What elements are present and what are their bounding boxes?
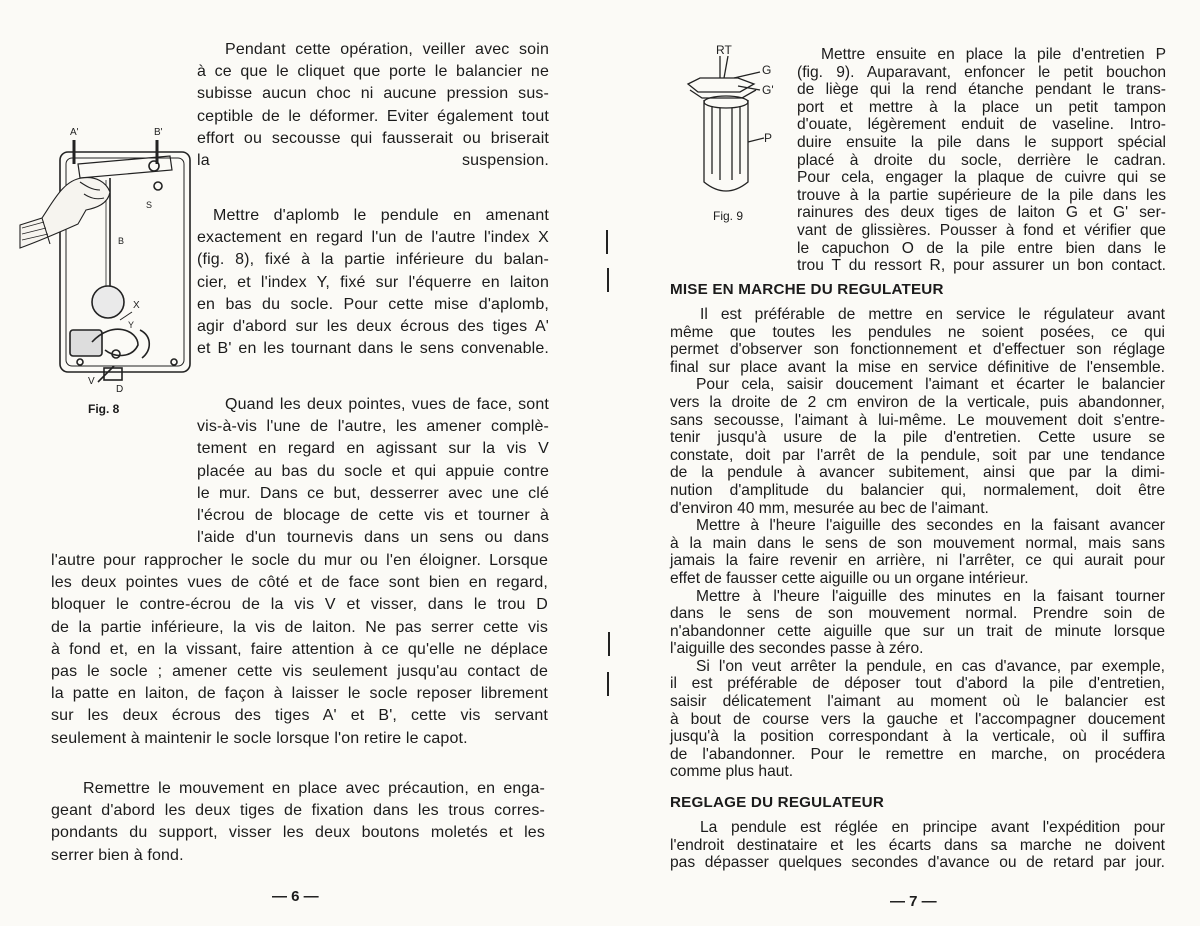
text-line: l'aiguille des secondes passe à zéro. [670,640,924,658]
text-line: saisir délicatement l'aimant au moment où le balancier est [670,693,1165,711]
text-line: Si l'on veut arrêter la pendule, en cas d'avance, par exemple, [696,657,1165,675]
heading-mise-en-marche: MISE EN MARCHE DU REGULATEUR [670,281,944,298]
figure-9-drawing [680,42,790,217]
text-line: effort ou secousse qui fausserait ou briserait [197,129,549,147]
fig8-label-x: X [133,300,140,311]
page-number-left: — 6 — [272,888,319,905]
text-line: duire ensuite la pile dans le support spécial [797,133,1166,151]
text-line: même que toutes les pendules ne soient posées, ce qui [670,323,1165,341]
text-line: rainures des deux tiges de laiton G et G' ser- [797,204,1166,222]
text-line: l'autre pour rapprocher le socle du mur ou l'en éloigner. Lorsque [51,552,548,569]
text-line: Mettre à l'heure l'aiguille des secondes en la faisant avancer [696,517,1165,535]
text-line: sur les deux écrous des tiges A' et B', cette vis servant [51,707,548,725]
text-line: pas dépasser quelques secondes d'avance ou de retard par jour. [670,854,1165,872]
text-line: port et mettre à la place un petit tampon [797,98,1166,116]
fig9-label-g-prime: G' [762,83,774,97]
text-line: n'abandonner cette aiguille que sur un trait de minute lorsque [670,622,1165,640]
text-line: tement en regard en agissant sur la vis V [197,440,549,458]
left-para-2 [197,205,549,360]
text-line: le capuchon O de la pile entre bien dans le [797,239,1166,257]
text-line: la patte en laiton, de façon à laisser le socle reposer librement [51,685,548,703]
text-line: jamais la faire revenir en arrière, ni l'arrêter, ce qui aurait pour [670,552,1165,570]
text-line: bloquer le contre-écrou de la vis V et visser, dans le trou D [51,596,548,614]
right-section-1 [670,306,1165,781]
text-line: en bas du socle. Pour cette mise d'aplomb, [197,295,549,313]
left-para-3-bottom [51,550,548,750]
fig8-label-a: A' [70,127,79,138]
fig8-label-v: V [88,376,95,387]
text-line: Pendant cette opération, veiller avec soin [225,41,549,58]
text-line: permet d'observer son fonctionnement et d'effectuer son réglage [670,341,1165,359]
text-line: comme plus haut. [670,763,794,781]
text-line: pas le socle ; amener cette vis seulement jusqu'au contact de [51,663,548,681]
text-line: tenir jusqu'à usure de la pile d'entretien. Cette usure se [670,429,1165,447]
text-line: cier, et l'index Y, fixé sur l'équerre en laiton [197,273,549,291]
text-line: seulement à maintenir le socle lorsque l'on retire le capot. [51,729,468,747]
text-line: il est préférable de déposer tout d'abord la pile d'entretien, [670,675,1165,693]
heading-reglage: REGLAGE DU REGULATEUR [670,794,885,811]
text-line: serrer bien à fond. [51,846,184,864]
text-line: La pendule est réglée en principe avant l'expédition pour [700,819,1165,836]
text-line: geant d'abord les deux tiges de fixation dans les trous corres- [51,802,545,820]
text-line: le mur. Dans ce but, desserrer avec une clé [197,484,549,502]
fig8-label-y: Y [128,320,135,330]
fig9-label-p: P [764,131,773,145]
text-line: placé à droite du socle, derrière le cadran. [797,151,1166,169]
figure-8-caption: Fig. 8 [88,402,120,416]
text-line: les deux pointes vues de côté et de face sont bien en regard, [51,574,548,592]
text-line: trouve à la partie supérieure de la pile dans les [797,186,1166,204]
text-line: dans le sens de son mouvement normal. Prendre soin de [670,605,1165,623]
text-line: final sur place avant la mise en service définitive de l'ensemble. [670,358,1165,376]
text-line: exactement en regard l'un de l'autre l'index X [197,229,549,247]
text-line: pondants du support, visser les deux boutons moletés et les [51,824,545,842]
text-line: (fig. 8), fixé à la partie inférieure du balan- [197,251,549,269]
text-line: vers la droite de 2 cm environ de la verticale, puis abandonner, [670,393,1165,411]
right-page [600,0,1200,926]
text-line: jusqu'à la position correspondant à la verticale, où il suffira [670,728,1165,746]
fig9-label-g: G [762,63,772,77]
text-line: nution d'amplitude du balancier qui, normalement, doit être [670,481,1165,499]
text-line: Remettre le mouvement en place avec précaution, en enga- [83,780,545,797]
text-line: à fond et, en la vissant, faire attention à ce qu'elle ne déplace [51,640,548,658]
text-line: à ce que le cliquet que porte le balancier ne [197,63,549,81]
text-line: vis-à-vis l'une de l'autre, les amener complè- [197,418,549,436]
fig8-label-s: S [146,200,153,210]
text-line: sans secousse, l'aimant à lui-même. Le mouvement doit s'entre- [670,411,1165,429]
text-line: constate, doit par l'arrêt de la pendule, soit par une tendance [670,446,1165,464]
left-para-1 [197,39,549,172]
left-para-4 [51,778,545,867]
text-line: la suspension. [197,152,549,170]
text-line: Mettre à l'heure l'aiguille des minutes en la faisant tourner [696,587,1165,605]
fig8-label-b: B' [154,127,163,138]
text-line: à la main dans le sens de son mouvement normal, mais sans [670,534,1165,552]
left-para-3-top [197,394,549,549]
text-line: l'écrou de blocage de cette vis et tourner à [197,507,549,525]
text-line: subisse aucun choc ni aucune pression sus- [197,85,549,103]
fig8-label-pendulum-b: B [118,236,125,246]
text-line: agir d'abord sur les deux écrous des tiges A' [197,318,549,336]
fig8-label-d: D [116,384,124,395]
figure-8-drawing [20,120,200,410]
text-line: Quand les deux pointes, vues de face, sont [225,396,549,413]
text-line: Il est préférable de mettre en service le régulateur avant [700,306,1165,323]
text-line: de liège qui la rend étanche pendant le trans- [797,81,1166,99]
page-number-right: — 7 — [890,893,937,910]
text-line: d'environ 40 mm, mesurée au bec de l'aimant. [670,499,989,517]
figure-9-caption: Fig. 9 [713,209,744,223]
text-line: (fig. 9). Auparavant, enfoncer le petit bouchon [797,63,1166,81]
fig9-label-rt: RT [716,43,732,57]
text-line: vant de glissières. Pousser à fond et vérifier que [797,221,1166,239]
right-intro [797,46,1166,275]
text-line: effet de fausser cette aiguille ou un organe intérieur. [670,569,1029,587]
text-line: ceptible de le déformer. Eviter également tout [197,107,549,125]
text-line: de l'abandonner. Pour le remettre en marche, on procédera [670,745,1165,763]
text-line: Mettre d'aplomb le pendule en amenant [213,207,549,224]
text-line: l'aide d'un tournevis dans un sens ou dans [197,529,549,547]
text-line: à bout de course vers la gauche et l'accompagner doucement [670,710,1165,728]
text-line: d'ouate, légèrement enduit de vaseline. Intro- [797,116,1166,134]
text-line: trou T du ressort R, pour assurer un bon contact. [797,257,1166,275]
right-section-2 [670,819,1165,872]
text-line: Mettre ensuite en place la pile d'entretien P [821,46,1166,63]
text-line: et B' en les tournant dans le sens convenable. [197,340,549,358]
text-line: Pour cela, engager la plaque de cuivre qui se [797,169,1166,187]
text-line: placée au bas du socle et qui appuie contre [197,462,549,480]
text-line: l'endroit destinataire et les écarts dans sa marche ne doivent [670,836,1165,854]
text-line: de la partie inférieure, la vis de laiton. Ne pas serrer cette vis [51,618,548,636]
text-line: Pour cela, saisir doucement l'aimant et écarter le balancier [696,376,1165,394]
text-line: de la pendule à avancer subitement, ainsi que par la dimi- [670,464,1165,482]
